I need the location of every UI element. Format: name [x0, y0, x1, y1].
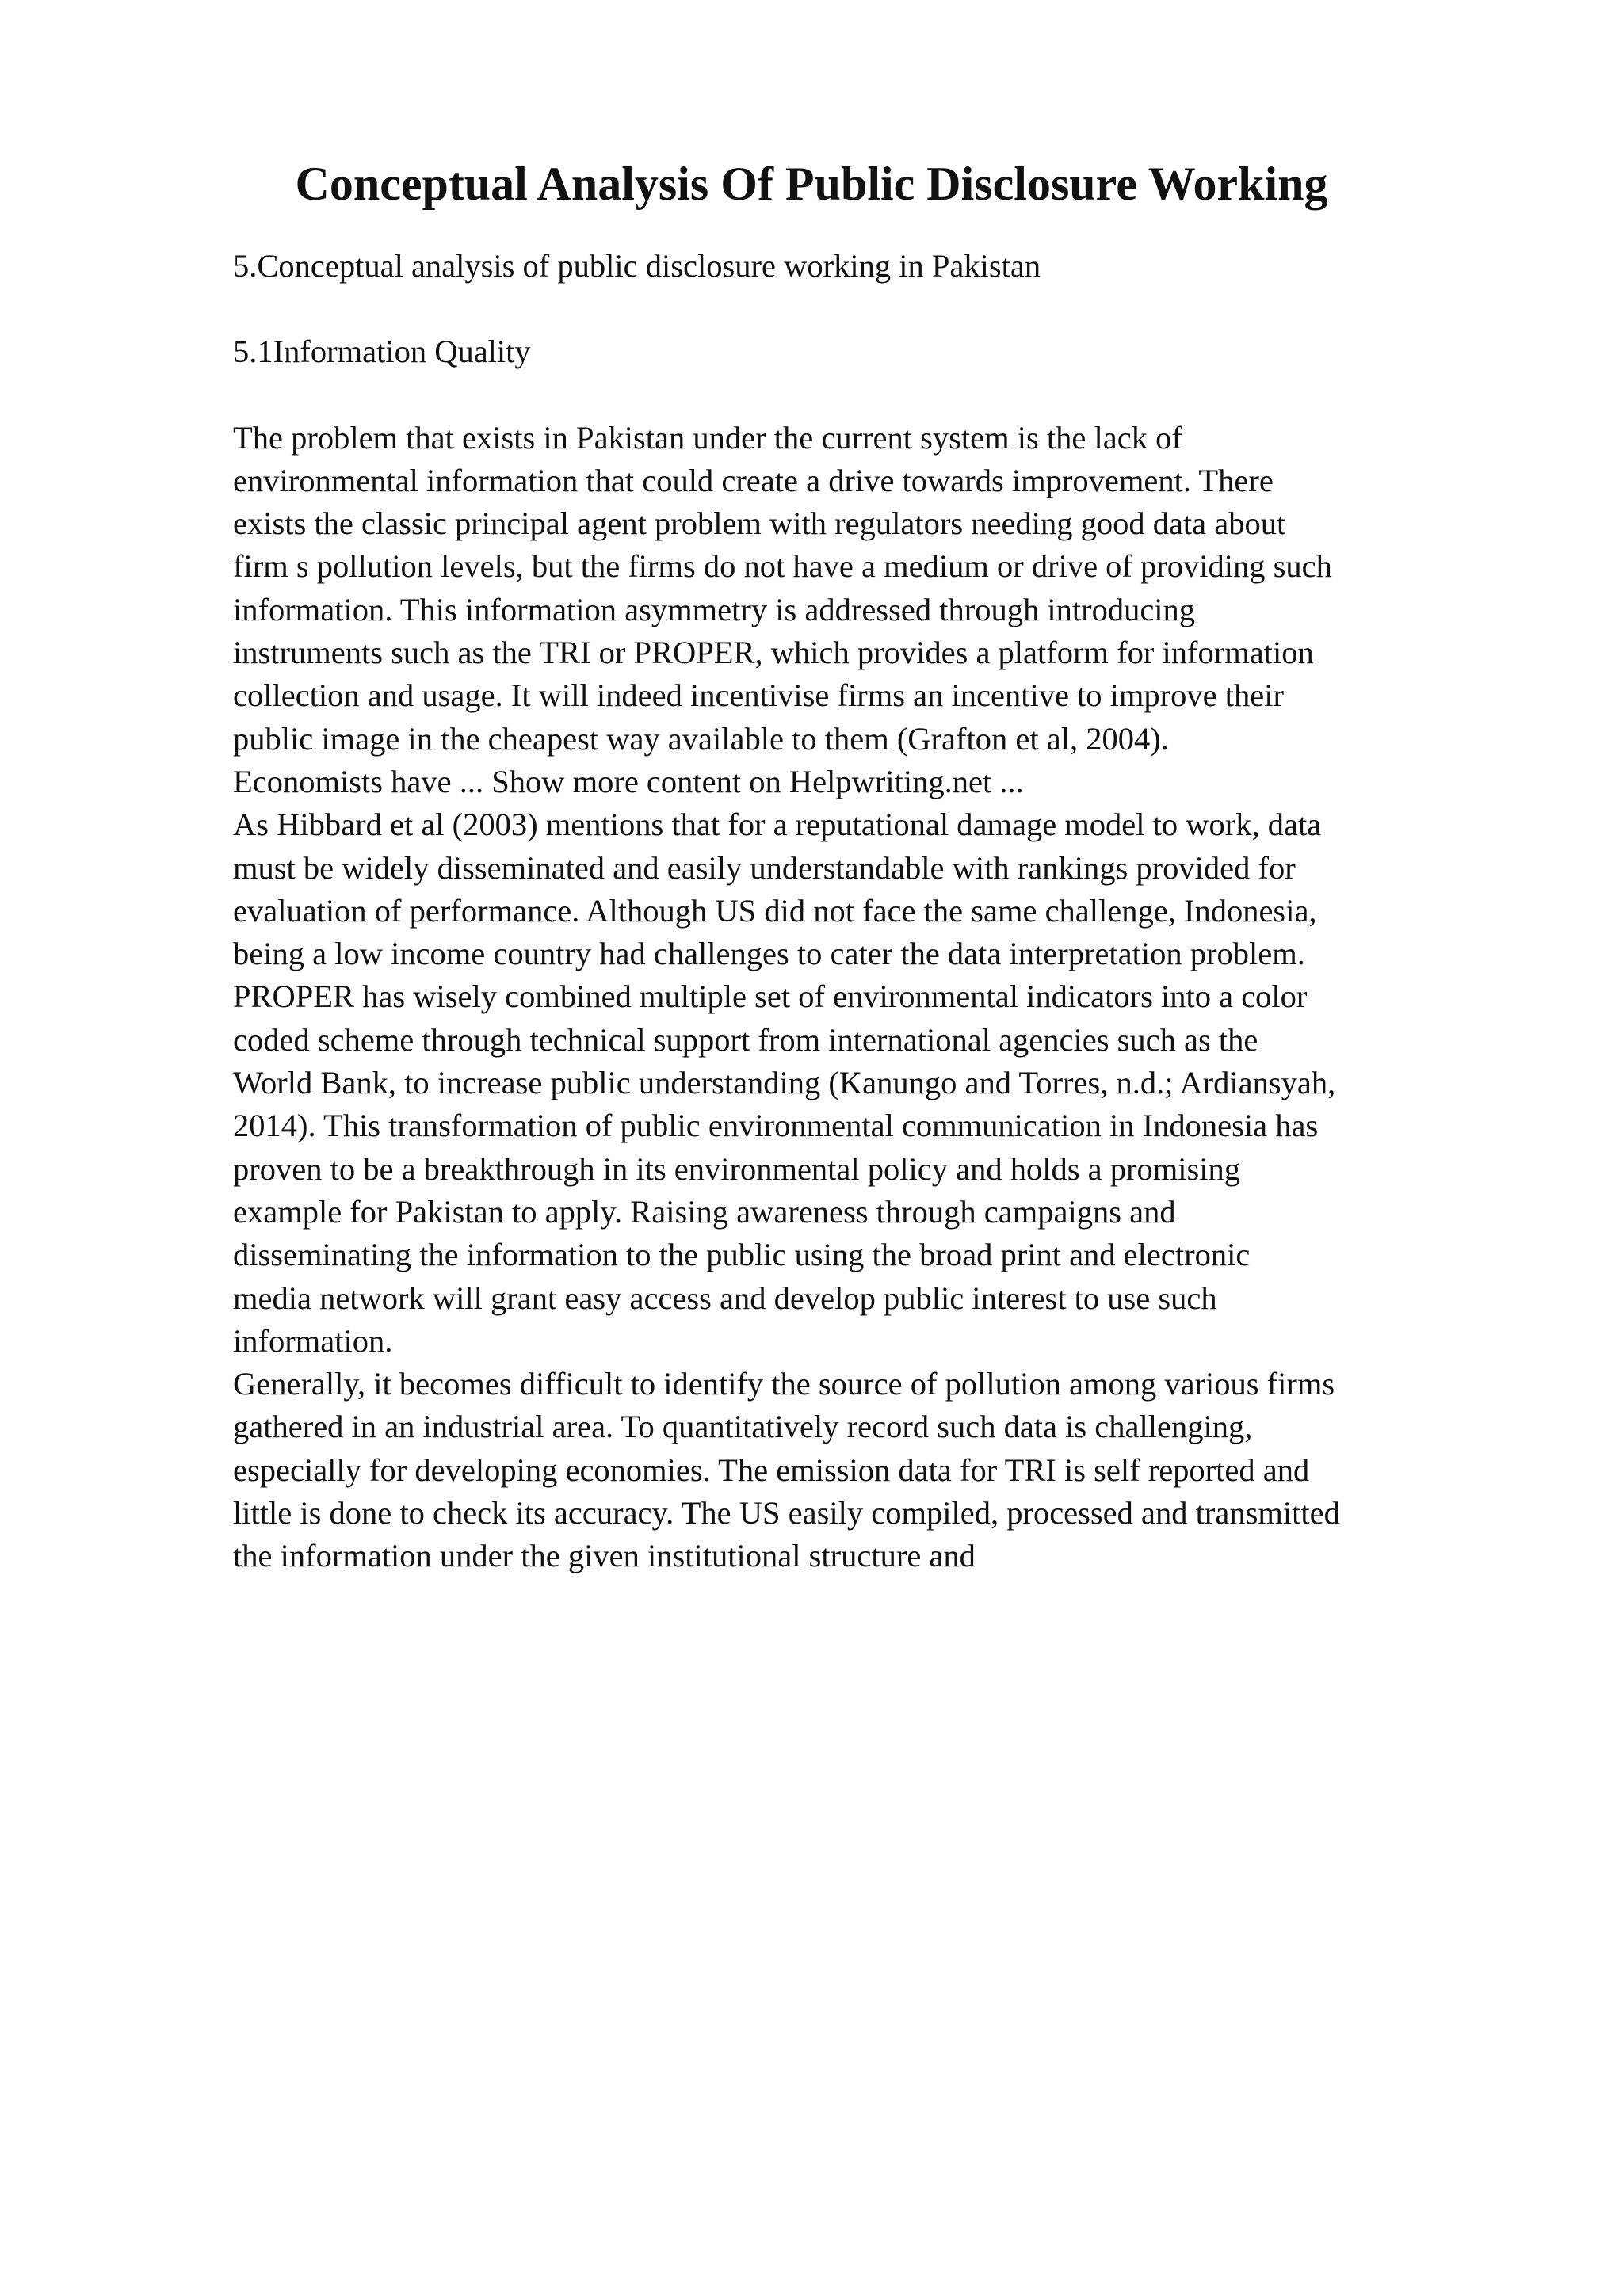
paragraph-line: information. This information asymmetry is addressed through introducing [233, 591, 1196, 627]
paragraph-line: Generally, it becomes difficult to identify the source of pollution among various firms [233, 1366, 1335, 1402]
paragraph-line: disseminating the information to the public using the broad print and electronic [233, 1237, 1251, 1273]
document-body [233, 245, 1517, 1578]
paragraph-line: example for Pakistan to apply. Raising awareness through campaigns and [233, 1193, 1176, 1230]
paragraph-line: PROPER has wisely combined multiple set of environmental indicators into a color [233, 978, 1308, 1015]
paragraph-line: exists the classic principal agent problem with regulators needing good data about [233, 505, 1286, 542]
paragraph-line: World Bank, to increase public understanding (Kanungo and Torres, n.d.; Ardiansyah, [233, 1065, 1336, 1101]
paragraph-line: the information under the given institutional structure and [233, 1538, 976, 1574]
paragraph-line: public image in the cheapest way available to them (Grafton et al, 2004). [233, 720, 1169, 757]
paragraph-line: coded scheme through technical support from international agencies such as the [233, 1021, 1258, 1058]
paragraph-line: being a low income country had challenges to cater the data interpretation problem. [233, 936, 1305, 972]
paragraph-line: information. [233, 1322, 393, 1359]
spacer [233, 374, 1517, 417]
document-title: Conceptual Analysis Of Public Disclosure Working [295, 158, 1328, 210]
paragraph-line: proven to be a breakthrough in its environmental policy and holds a promising [233, 1150, 1240, 1187]
paragraph-1 [233, 417, 1517, 804]
paragraph-line: gathered in an industrial area. To quantitatively record such data is challenging, [233, 1409, 1253, 1445]
paragraph-3 [233, 1363, 1517, 1577]
paragraph-line: As Hibbard et al (2003) mentions that for a reputational damage model to work, data [233, 807, 1322, 843]
paragraph-line: must be widely disseminated and easily understandable with rankings provided for [233, 849, 1296, 886]
paragraph-line: The problem that exists in Pakistan under the current system is the lack of [233, 419, 1182, 456]
section-heading: 5.Conceptual analysis of public disclosure working in Pakistan [233, 248, 1041, 284]
paragraph-line: especially for developing economies. The emission data for TRI is self reported and [233, 1451, 1310, 1488]
paragraph-line: evaluation of performance. Although US did not face the same challenge, Indonesia, [233, 892, 1317, 929]
paragraph-line: instruments such as the TRI or PROPER, which provides a platform for information [233, 635, 1314, 671]
paragraph-2 [233, 803, 1517, 1363]
spacer [233, 288, 1517, 330]
paragraph-line: environmental information that could create a drive towards improvement. There [233, 462, 1274, 498]
show-more-line: Economists have ... Show more content on Helpwriting.net ... [233, 763, 1024, 799]
paragraph-line: 2014). This transformation of public environmental communication in Indonesia has [233, 1108, 1319, 1144]
paragraph-line: collection and usage. It will indeed incentivise firms an incentive to improve their [233, 677, 1284, 714]
paragraph-line: media network will grant easy access and develop public interest to use such [233, 1280, 1217, 1316]
paragraph-line: firm s pollution levels, but the firms do not have a medium or drive of providing such [233, 548, 1332, 585]
subsection-heading: 5.1Information Quality [233, 334, 531, 370]
paragraph-line: little is done to check its accuracy. The US easily compiled, processed and transmitted [233, 1495, 1340, 1531]
